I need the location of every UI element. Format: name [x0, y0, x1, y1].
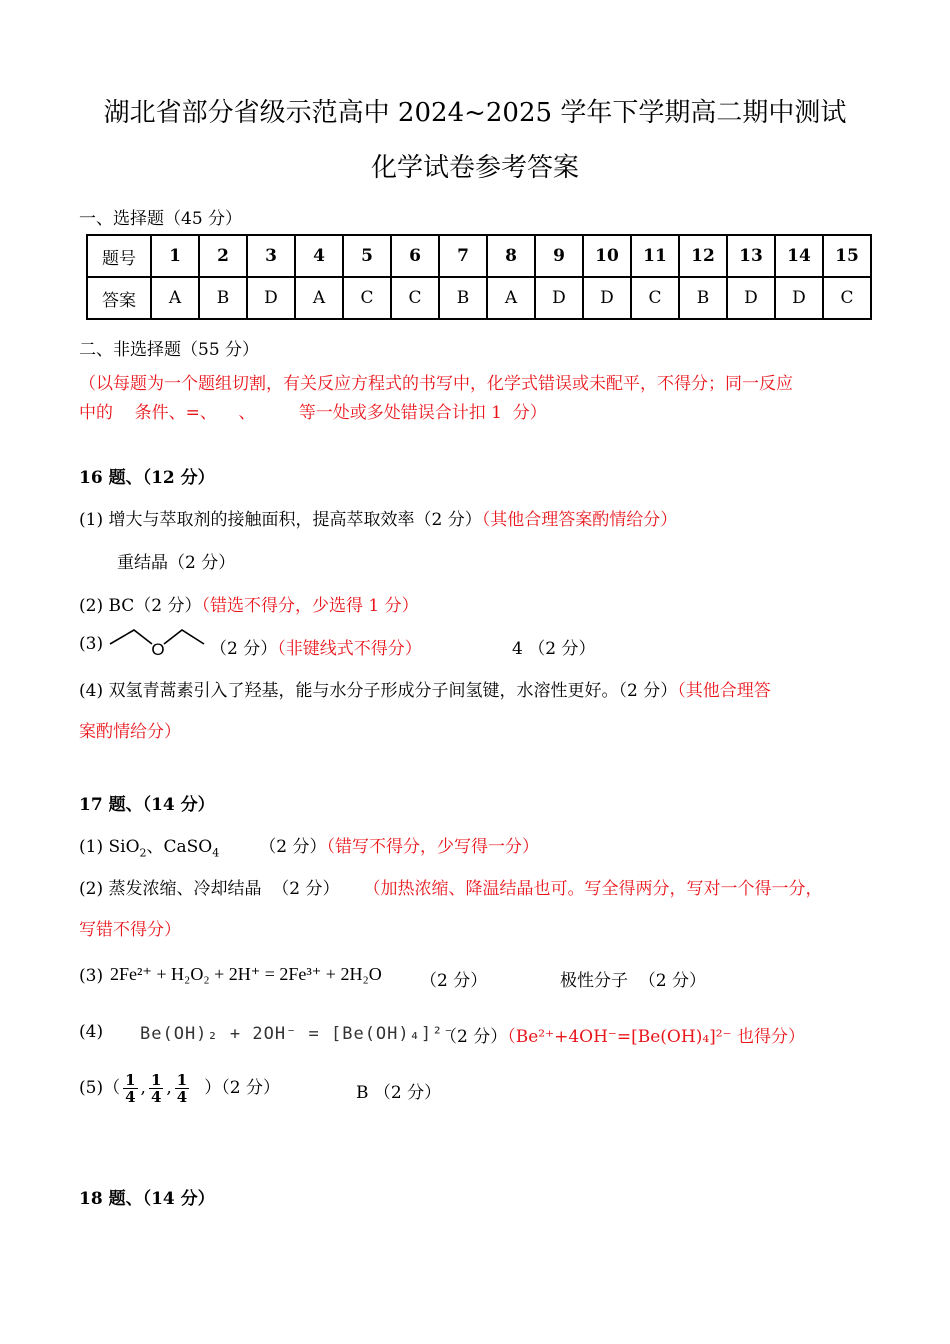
table-cell-number: 7: [439, 235, 487, 277]
table-cell-number: 2: [199, 235, 247, 277]
q17-part1: [79, 832, 539, 859]
table-cell-answer: D: [247, 277, 295, 319]
oxygen-atom-label: O: [151, 640, 165, 658]
table-cell-number: 14: [775, 235, 823, 277]
table-cell-number: 5: [343, 235, 391, 277]
table-cell-number: 12: [679, 235, 727, 277]
q16-part1-note: （其他合理答案酌情给分）: [481, 510, 678, 530]
table-cell-answer: C: [823, 277, 871, 319]
table-cell-number: 3: [247, 235, 295, 277]
table-cell-answer: D: [583, 277, 631, 319]
table-cell-number: 1: [151, 235, 199, 277]
table-cell-answer: A: [295, 277, 343, 319]
q17-part3-equation: 2Fe²⁺ + H₂O₂ + 2H⁺ = 2Fe³⁺ + 2H₂O: [110, 964, 382, 984]
q16-part1: [79, 505, 677, 530]
q16-part2-note: （错选不得分，少选得 1 分）: [201, 596, 419, 616]
q16-part3-note: （非键线式不得分）: [277, 639, 422, 659]
table-cell-answer: C: [391, 277, 439, 319]
table-cell-answer: A: [487, 277, 535, 319]
table-row-answers: [87, 277, 871, 319]
table-cell-number: 8: [487, 235, 535, 277]
grading-note-line1: （以每题为一个题组切割，有关反应方程式的书写中，化学式错误或未配平，不得分；同一反应: [79, 374, 793, 394]
fraction-denominator: 4: [125, 1088, 136, 1106]
fraction-numerator: 1: [176, 1071, 188, 1089]
table-cell-number: 13: [727, 235, 775, 277]
q16-part4-note: （其他合理答: [677, 681, 771, 701]
page-title: 湖北省部分省级示范高中 2024~2025 学年下学期高二期中测试: [103, 98, 847, 128]
q17-part1-score: （2 分）: [259, 837, 327, 857]
table-cell-answer: B: [199, 277, 247, 319]
bond-left: [110, 630, 152, 644]
table-cell-answer: D: [535, 277, 583, 319]
page-subtitle: 化学试卷参考答案: [370, 153, 579, 183]
answer-table: [86, 234, 872, 320]
table-row-numbers: [87, 235, 871, 277]
fraction-denominator: 4: [150, 1088, 162, 1106]
q16-part3-label: (3): [79, 634, 104, 654]
q17-part1-note: （错写不得分，少写得一分）: [326, 837, 539, 857]
fraction-numerator: 1: [150, 1071, 162, 1089]
q16-heading: 16 题、（12 分）: [79, 468, 215, 488]
q18-heading: 18 题、（14 分）: [79, 1189, 215, 1209]
table-cell-answer: B: [439, 277, 487, 319]
table-cell-number: 6: [391, 235, 439, 277]
q17-part1-sio: (1) SiO: [79, 837, 140, 857]
table-cell-number: 9: [535, 235, 583, 277]
table-cell-answer: D: [775, 277, 823, 319]
q17-part1-sub2: 4: [212, 846, 220, 860]
q17-part2-note: （加热浓缩、降温结晶也可。写全得两分，写对一个得一分，: [363, 879, 823, 899]
q17-part4-equation: Be(OH)₂ + 2OH⁻ = [Be(OH)₄]²⁻: [140, 1024, 455, 1044]
q17-part5-score: ）（2 分）: [204, 1078, 280, 1098]
table-cell-number: 10: [583, 235, 631, 277]
q17-heading: 17 题、（14 分）: [79, 795, 215, 815]
fraction: [123, 1072, 137, 1105]
q16-part3-answer: 4 （2 分）: [512, 639, 596, 659]
skeletal-formula-diethyl-ether: [108, 624, 206, 658]
table-cell-answer: C: [343, 277, 391, 319]
q17-part1-sub1: 2: [139, 846, 147, 860]
q16-part2-text: (2) BC（2 分）: [79, 596, 202, 616]
q17-part2-note-line2: 写错不得分）: [79, 920, 181, 940]
table-header-label: 题号: [87, 235, 151, 277]
q17-part3-score: （2 分）: [420, 971, 488, 991]
table-cell-number: 11: [631, 235, 679, 277]
q17-part2-text: (2) 蒸发浓缩、冷却结晶 （2 分）: [79, 879, 340, 899]
q17-part5-label: (5)（: [79, 1078, 121, 1098]
q16-part1-text: (1) 增大与萃取剂的接触面积，提高萃取效率（2 分）: [79, 510, 482, 530]
q16-part3-score: [210, 634, 422, 659]
q17-part5-answer: B （2 分）: [356, 1083, 442, 1103]
table-cell-number: 15: [823, 235, 871, 277]
bond-right: [164, 630, 204, 644]
q16-part4-note-line2: 案酌情给分）: [79, 722, 181, 742]
q16-part1-line2: 重结晶（2 分）: [117, 553, 236, 573]
q16-part4-text: (4) 双氢青蒿素引入了羟基，能与水分子形成分子间氢键，水溶性更好。（2 分）: [79, 681, 678, 701]
fraction-denominator: 4: [176, 1088, 188, 1106]
table-answer-label: 答案: [87, 277, 151, 319]
q17-part4-score-text: （2 分）: [440, 1027, 508, 1047]
q17-part3-label: (3): [79, 966, 104, 986]
section-nonchoice-heading: 二、非选择题（55 分）: [79, 340, 260, 360]
q16-part4: [79, 676, 771, 701]
table-cell-answer: A: [151, 277, 199, 319]
q16-part3-score-text: （2 分）: [210, 639, 278, 659]
fraction-numerator: 1: [125, 1071, 136, 1089]
table-cell-answer: D: [727, 277, 775, 319]
grading-note-line2: 中的 条件、=、 、 等一处或多处错误合计扣 1 分）: [79, 403, 547, 423]
table-cell-answer: B: [679, 277, 727, 319]
q17-part4-score: [440, 1022, 805, 1047]
table-cell-number: 4: [295, 235, 343, 277]
fraction: [175, 1072, 189, 1105]
q17-part4-label: (4): [79, 1022, 104, 1042]
section-choice-heading: 一、选择题（45 分）: [79, 209, 243, 229]
q17-part3-answer: 极性分子 （2 分）: [560, 971, 707, 991]
q17-part2: [79, 874, 823, 899]
q16-part2: [79, 591, 419, 616]
q17-part1-caso: 、CaSO: [146, 837, 213, 857]
q17-part5: (5)（ $\frac{1}{4}$ , $\frac{1}{4}$ , $\frac{1}{4}$ ）（2 分）: [79, 1071, 280, 1106]
table-cell-answer: C: [631, 277, 679, 319]
q17-part4-note: （Be²⁺+4OH⁻=[Be(OH)₄]²⁻ 也得分）: [507, 1027, 805, 1047]
fraction: [149, 1072, 163, 1105]
